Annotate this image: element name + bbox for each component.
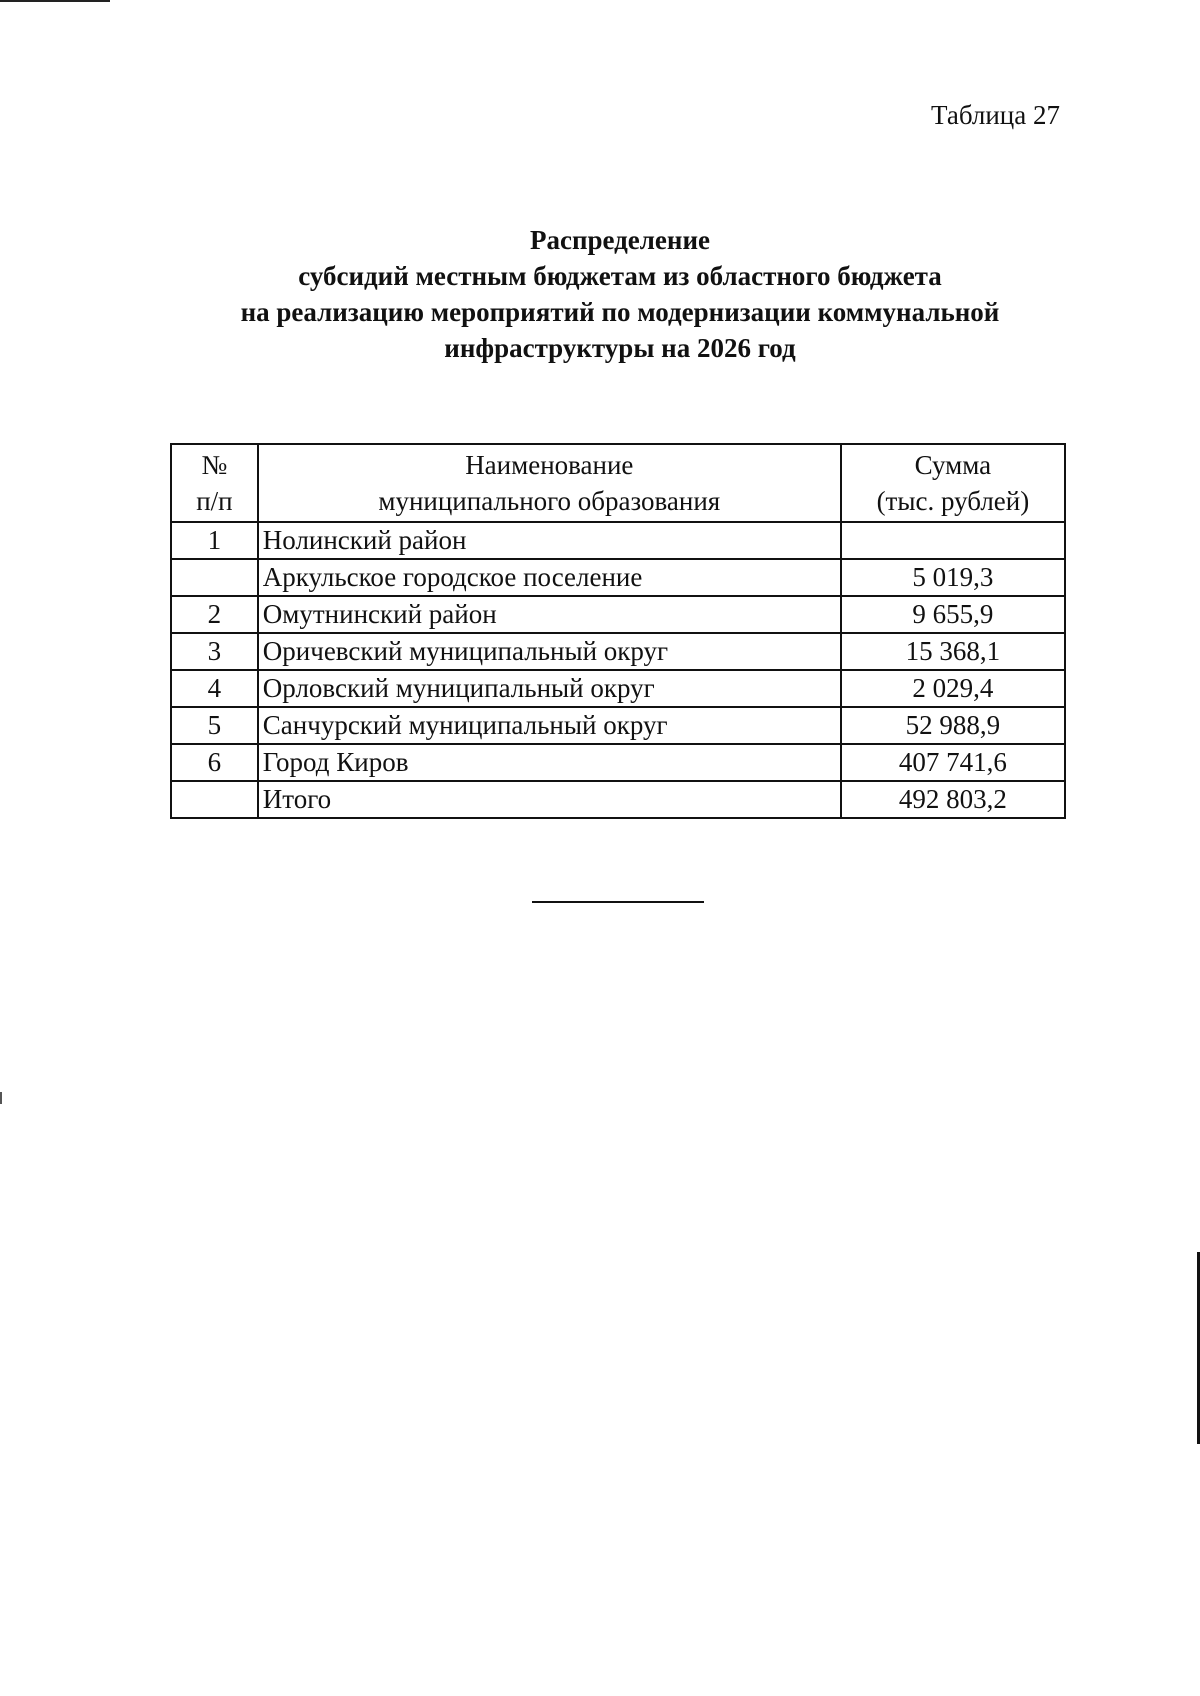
row-sum: 52 988,9: [841, 707, 1065, 744]
table-row: [171, 670, 1065, 707]
table-row: [171, 559, 1065, 596]
end-of-table-rule: [532, 901, 704, 903]
scan-edge-mark: [0, 1092, 2, 1104]
subsidy-distribution-table: [170, 443, 1066, 819]
header-text: Сумма: [914, 450, 992, 480]
row-number: 6: [171, 744, 258, 781]
row-name: Орловский муниципальный округ: [258, 670, 841, 707]
header-text: (тыс. рублей): [876, 486, 1030, 516]
header-text: №: [201, 450, 228, 480]
title-line: субсидий местным бюджетам из областного бюджета: [298, 261, 942, 291]
row-sum: 15 368,1: [841, 633, 1065, 670]
header-text: муниципального образования: [378, 486, 721, 516]
total-label: Итого: [258, 781, 841, 818]
row-name: Нолинский район: [258, 522, 841, 559]
row-number: 4: [171, 670, 258, 707]
row-number: 3: [171, 633, 258, 670]
table-row: [171, 744, 1065, 781]
row-sum: 5 019,3: [841, 559, 1065, 596]
row-name: Омутнинский район: [258, 596, 841, 633]
header-sum: [841, 444, 1065, 522]
row-name: Аркульское городское поселение: [258, 559, 841, 596]
row-number: 1: [171, 522, 258, 559]
document-title: [170, 222, 1070, 366]
row-number: 2: [171, 596, 258, 633]
row-sum: 2 029,4: [841, 670, 1065, 707]
scan-edge-mark: [0, 0, 110, 2]
row-sum: 9 655,9: [841, 596, 1065, 633]
row-sum: 407 741,6: [841, 744, 1065, 781]
row-number: [171, 559, 258, 596]
row-sum: [841, 522, 1065, 559]
row-number: [171, 781, 258, 818]
table-header-row: [171, 444, 1065, 522]
table-number-label: Таблица 27: [931, 100, 1060, 130]
table-row: [171, 596, 1065, 633]
row-name: Оричевский муниципальный округ: [258, 633, 841, 670]
row-name: Санчурский муниципальный округ: [258, 707, 841, 744]
title-line: инфраструктуры на 2026 год: [444, 333, 796, 363]
table-row: [171, 633, 1065, 670]
table-row: [171, 522, 1065, 559]
header-text: Наименование: [465, 450, 634, 480]
header-name: [258, 444, 841, 522]
header-number: [171, 444, 258, 522]
table-total-row: [171, 781, 1065, 818]
total-sum: 492 803,2: [841, 781, 1065, 818]
row-number: 5: [171, 707, 258, 744]
header-text: п/п: [196, 486, 233, 516]
title-line: Распределение: [529, 225, 711, 255]
table-row: [171, 707, 1065, 744]
row-name: Город Киров: [258, 744, 841, 781]
title-line: на реализацию мероприятий по модернизации коммунальной: [240, 297, 1000, 327]
